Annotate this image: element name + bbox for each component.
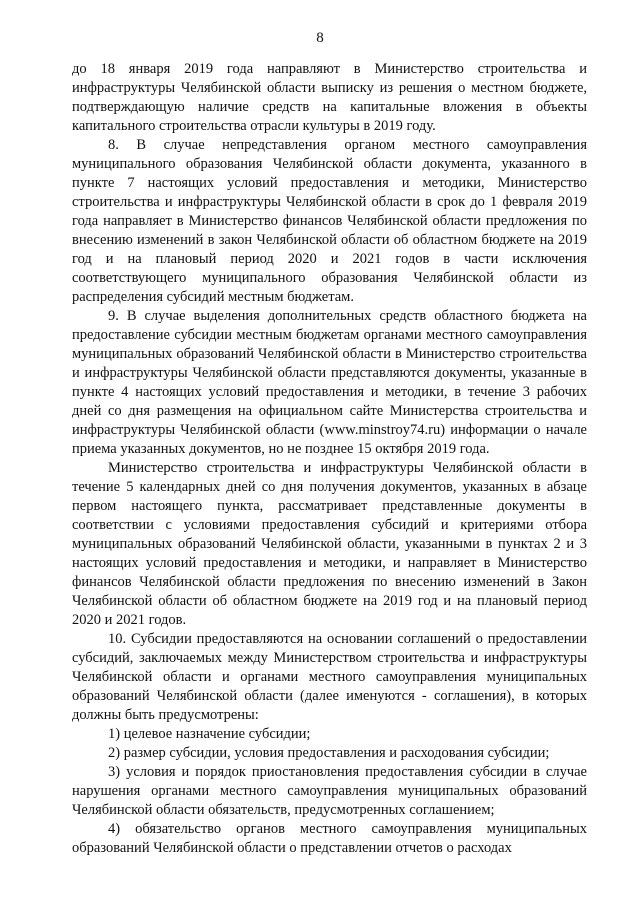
list-item-1: 1) целевое назначение субсидии; xyxy=(108,726,311,742)
list-item-4: 4) обязательство органов местного самоуправления муниципальных образований Челябинской области о представлении отчетов о расходах xyxy=(72,821,587,856)
list-item-2: 2) размер субсидии, условия предоставления и расходования субсидии; xyxy=(108,745,550,761)
paragraph-item-10: 10. Субсидии предоставляются на основании соглашений о предоставлении субсидий, заключаемых между Министерством строительства и инфраструктуры Челябинской области и органами местного самоуправления муниципальных образований Челябинской области (далее именуются - соглашения), в которых должны быть предусмотрены: xyxy=(72,631,587,723)
page-number: 8 xyxy=(316,30,324,46)
paragraph-continuation: до 18 января 2019 года направляют в Министерство строительства и инфраструктуры Челябинской области выписку из решения о местном бюджете, подтверждающую наличие средств на капитальные вложения в объекты капитального строительства отрасли культуры в 2019 году. xyxy=(72,61,587,134)
document-body xyxy=(72,60,587,858)
list-item-3: 3) условия и порядок приостановления предоставления субсидии в случае нарушения органами местного самоуправления муниципальных образований Челябинской области обязательств, предусмотренных соглашением; xyxy=(72,764,587,818)
paragraph-item-9: 9. В случае выделения дополнительных средств областного бюджета на предоставление субсидии местным бюджетам органами местного самоуправления муниципальных образований Челябинской области в Министерство строительства и инфраструктуры Челябинской области представляются документы, указанные в пункте 4 настоящих условий предоставления и методики, в течение 3 рабочих дней со дня размещения на официальном сайте Министерства строительства и инфраструктуры Челябинской области (www.minstroy74.ru) информации о начале приема указанных документов, но не позднее 15 октября 2019 года. xyxy=(72,308,587,457)
paragraph-item-8: 8. В случае непредставления органом местного самоуправления муниципального образования Челябинской области документа, указанного в пункте 7 настоящих условий предоставления и методики, Министерство строительства и инфраструктуры Челябинской области в срок до 1 февраля 2019 года направляет в Министерство финансов Челябинской области предложения по внесению изменений в закон Челябинской области об областном бюджете на 2019 год и на плановый период 2020 и 2021 годов в части исключения соответствующего муниципального образования Челябинской области из распределения субсидий местным бюджетам. xyxy=(72,137,587,305)
paragraph-item-9-second: Министерство строительства и инфраструктуры Челябинской области в течение 5 календарных дней со дня получения документов, указанных в абзаце первом настоящего пункта, рассматривает представленные документы в соответствии с условиями предоставления субсидий и критериями отбора муниципальных образований Челябинской области, указанными в пунктах 2 и 3 настоящих условий предоставления и методики, и направляет в Министерство финансов Челябинской области предложения по внесению изменений в Закон Челябинской области об областном бюджете на 2019 год и на плановый период 2020 и 2021 годов. xyxy=(72,460,587,628)
